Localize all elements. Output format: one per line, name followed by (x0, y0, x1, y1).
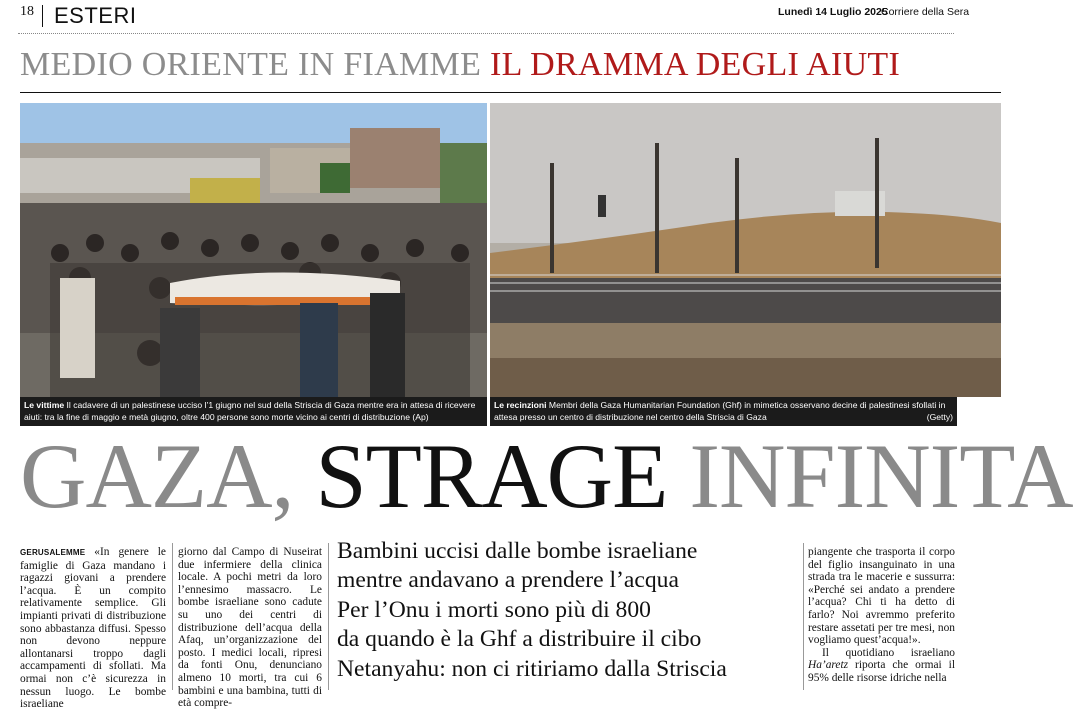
masthead-rule (18, 33, 954, 34)
headline-word-gaza: GAZA, (20, 425, 316, 527)
main-headline (20, 426, 1073, 526)
headline-word-strage: STRAGE (315, 425, 690, 527)
column-4-text-pre: Il quotidiano israeliano (822, 646, 955, 659)
caption-left (20, 397, 487, 426)
caption-right (490, 397, 957, 426)
article-column-2: giorno dal Campo di Nuseirat due infermiere della clinica locale. A pochi metri da loro l’ennesimo massacro. Le bombe israeliane sono cadute su uno dei centri di distribuzione dell’acqua della Afaq, un’organizzazione del posto. I medici locali, ripresi da fonti Onu, denunciano almeno 10 morti, tra cui 6 bambini e una bambina, tutti di età compre- (178, 546, 322, 710)
summary-line: mentre andavano a prendere l’acqua (337, 567, 679, 594)
column-separator (803, 543, 804, 690)
column-4-paragraph (808, 647, 955, 685)
column-1-text: «In genere le famiglie di Gaza mandano i ragazzi giovani a prendere l’acqua. È un compito relativamente semplice. Gli impianti privati di distribuzione sono abbastanza diffusi. Spesso non devono neppure allontanarsi troppo dagli accampamenti di sfollati. Ma ormai non c’è sicurezza in nessun luogo. Le bombe israeliane (20, 546, 166, 711)
column-4-source: Ha’aretz (808, 659, 849, 672)
headline-word-infinita: INFINITA (689, 425, 1073, 527)
photo-funeral (20, 103, 487, 397)
column-4-text-post: riporta che ormai il 95% delle risorse idriche nella (808, 659, 955, 684)
masthead-divider (42, 5, 43, 27)
newspaper-name: Corriere della Sera (881, 6, 970, 18)
column-separator (172, 543, 173, 690)
article-column-4 (808, 546, 955, 685)
photo-fence-crowd (490, 103, 1001, 397)
page-number: 18 (20, 4, 34, 19)
summary-line: Netanyahu: non ci ritiriamo dalla Striscia (337, 655, 727, 682)
column-4-text: piangente che trasporta il corpo del figlio insanguinato in una strada tra le macerie e sussurra: «Perché sei andato a prendere l’acqua? Chi ti ha detto di farlo? Noi avremmo preferito restare assetati per tre mesi, non vogliamo quest’acqua!». (808, 546, 955, 647)
caption-left-text: Il cadavere di un palestinese ucciso l’1 giugno nel sud della Striscia di Gaza mentre era in attesa di ricevere aiuti: tra la fine di maggio e metà giugno, oltre 400 persone sono morte vicino ai centri di distribuzione (Ap) (24, 400, 476, 422)
summary-line: da quando è la Ghf a distribuire il cibo (337, 626, 702, 653)
kicker-rule (20, 92, 1001, 93)
caption-left-lead: Le vittime (24, 400, 65, 410)
summary-line: Bambini uccisi dalle bombe israeliane (337, 538, 698, 564)
caption-right-lead: Le recinzioni (494, 400, 547, 410)
column-separator (328, 543, 329, 690)
section-name: ESTERI (54, 3, 137, 28)
dateline: GERUSALEMME (20, 548, 86, 557)
caption-right-text: Membri della Gaza Humanitarian Foundation (Ghf) in mimetica osservano decine di palestinesi sfollati in attesa presso un centro di distribuzione nel centro della Striscia di Gaza (494, 400, 946, 422)
summary-block (337, 537, 802, 684)
summary-line: Per l’Onu i morti sono più di 800 (337, 596, 651, 623)
kicker-subtopic: IL DRAMMA DEGLI AIUTI (489, 46, 901, 83)
issue-date: Lunedì 14 Luglio 2025 (778, 6, 888, 18)
caption-right-credit: (Getty) (926, 412, 953, 422)
kicker (20, 46, 900, 84)
article-column-1 (20, 546, 166, 711)
kicker-topic: MEDIO ORIENTE IN FIAMME (20, 46, 482, 83)
